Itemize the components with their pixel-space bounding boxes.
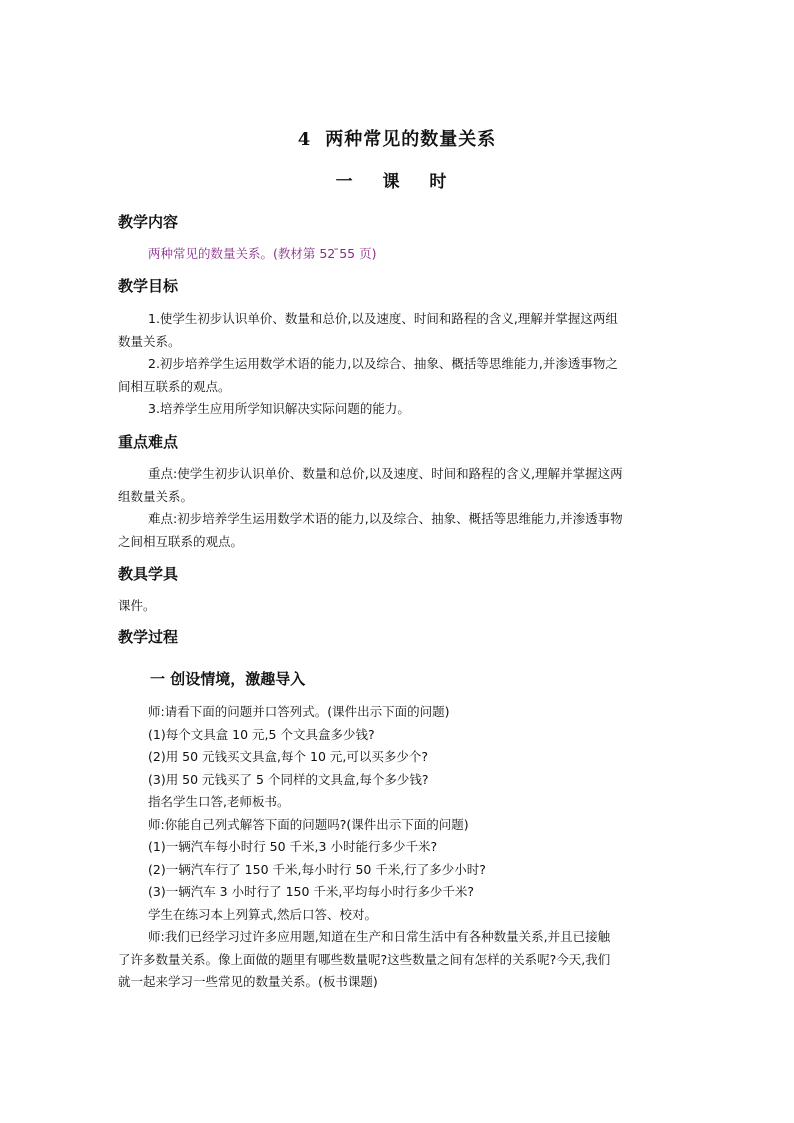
heading-key-points: 重点难点: [118, 433, 179, 451]
process-line: 师:你能自己列式解答下面的问题吗?(课件出示下面的问题): [148, 816, 469, 832]
process-line: 师:我们已经学习过许多应用题,知道在生产和日常生活中有各种数量关系,并且已接触: [148, 929, 611, 944]
goals-line: 3.培养学生应用所学知识解决实际问题的能力。: [148, 401, 410, 416]
page-subtitle: 一 课 时: [335, 172, 459, 192]
process-text: [118, 701, 678, 994]
content-text: 两种常见的数量关系。(教材第 52 ̄55 页): [148, 246, 377, 261]
key-points-line: 组数量关系。: [118, 488, 194, 504]
goals-line: 数量关系。: [118, 333, 181, 349]
process-line: 了许多数量关系。像上面做的题里有哪些数量呢?这些数量之间有怎样的关系呢?今天,我们: [118, 951, 611, 967]
lesson-title: 两种常见的数量关系: [325, 129, 497, 150]
goals-text: [118, 308, 678, 421]
tools-text: 课件。: [118, 598, 156, 613]
process-subheading: 一 创设情境，激趣导入: [150, 670, 306, 688]
process-line: (1)一辆汽车每小时行 50 千米,3 小时能行多少千米?: [148, 839, 438, 854]
goals-line: 2.初步培养学生运用数学术语的能力,以及综合、抽象、概括等思维能力,并渗透事物之: [148, 356, 618, 371]
heading-content: 教学内容: [118, 213, 179, 231]
key-points-line: 之间相互联系的观点。: [118, 533, 244, 549]
lesson-number: 4: [297, 129, 312, 150]
process-line: (2)一辆汽车行了 150 千米,每小时行 50 千米,行了多少小时?: [148, 861, 486, 877]
key-points-line: 重点:使学生初步认识单价、数量和总价,以及速度、时间和路程的含义,理解并掌握这两: [148, 466, 623, 481]
key-points-line: 难点:初步培养学生运用数学术语的能力,以及综合、抽象、概括等思维能力,并渗透事物: [148, 511, 623, 526]
process-line: (3)用 50 元钱买了 5 个同样的文具盒,每个多少钱?: [148, 771, 429, 787]
process-line: 就一起来学习一些常见的数量关系。(板书课题): [118, 974, 378, 989]
process-line: (3)一辆汽车 3 小时行了 150 千米,平均每小时行多少千米?: [148, 884, 475, 899]
heading-tools: 教具学具: [118, 565, 179, 583]
process-line: 学生在练习本上列算式,然后口答、校对。: [148, 906, 377, 922]
goals-line: 间相互联系的观点。: [118, 378, 231, 394]
process-line: (2)用 50 元钱买文具盒,每个 10 元,可以买多少个?: [148, 749, 428, 764]
process-line: 指名学生口答,老师板书。: [148, 794, 290, 809]
heading-process: 教学过程: [118, 628, 179, 646]
key-points-text: [118, 463, 678, 553]
heading-goals: 教学目标: [118, 277, 179, 295]
goals-line: 1.使学生初步认识单价、数量和总价,以及速度、时间和路程的含义,理解并掌握这两组: [148, 311, 618, 326]
process-line: 师:请看下面的问题并口答列式。(课件出示下面的问题): [148, 704, 450, 719]
page-title: [0, 128, 794, 152]
process-line: (1)每个文具盒 10 元,5 个文具盒多少钱?: [148, 726, 375, 742]
